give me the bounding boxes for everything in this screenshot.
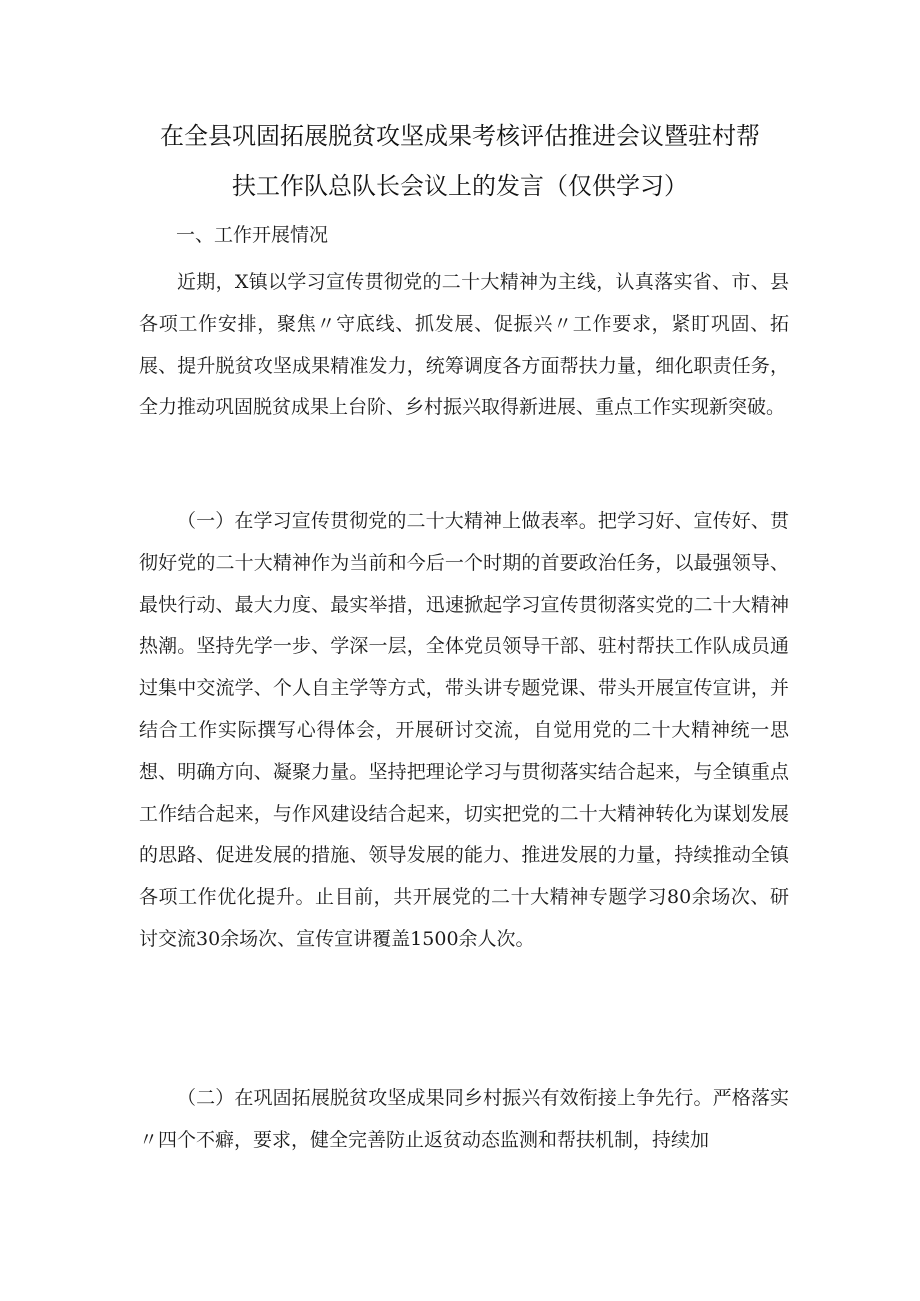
paragraph-text: （二）在巩固拓展脱贫攻坚成果同乡村振兴有效衔接上争先行。严格落实〃四个不癖，要求，健全完善防止返贫动态监测和帮扶机制，持续加	[139, 1087, 789, 1151]
paragraph-section-two	[139, 1078, 789, 1162]
document-title-line-1: 在全县巩固拓展脱贫攻坚成果考核评估推进会议暨驻村帮	[160, 122, 760, 150]
document-title-line-2: 扶工作队总队长会议上的发言（仅供学习）	[232, 172, 688, 200]
section-heading: 一、工作开展情况	[176, 224, 329, 246]
paragraph-section-one	[139, 501, 789, 961]
paragraph-text: （一）在学习宣传贯彻党的二十大精神上做表率。把学习好、宣传好、贯彻好党的二十大精神作为当前和今后一个时期的首要政治任务，以最强领导、最快行动、最大力度、最实举措，迅速掀起学习宣传贯彻落实党的二十大精神热潮。坚持先学一步、学深一层，全体党员领导干部、驻村帮扶工作队成员通过集中交流学、个人自主学等方式，带头讲专题党课、带头开展宣传宣讲，并结合工作实际撰写心得体会，开展研讨交流，自觉用党的二十大精神统一思想、明确方向、凝聚力量。坚持把理论学习与贯彻落实结合起来，与全镇重点工作结合起来，与作风建设结合起来，切实把党的二十大精神转化为谋划发展的思路、促进发展的措施、领导发展的能力、推进发展的力量，持续推动全镇各项工作优化提升。止目前，共开展党的二十大精神专题学习80余场次、研讨交流30余场次、宣传宣讲覆盖1500余人次。	[139, 510, 789, 950]
paragraph-text: 近期，X镇以学习宣传贯彻党的二十大精神为主线，认真落实省、市、县各项工作安排，聚焦〃守底线、抓发展、促振兴〃工作要求，紧盯巩固、拓展、提升脱贫攻坚成果精准发力，统筹调度各方面帮扶力量，细化职责任务，全力推动巩固脱贫成果上台阶、乡村振兴取得新进展、重点工作实现新突破。	[139, 271, 789, 419]
paragraph-intro	[139, 262, 789, 429]
